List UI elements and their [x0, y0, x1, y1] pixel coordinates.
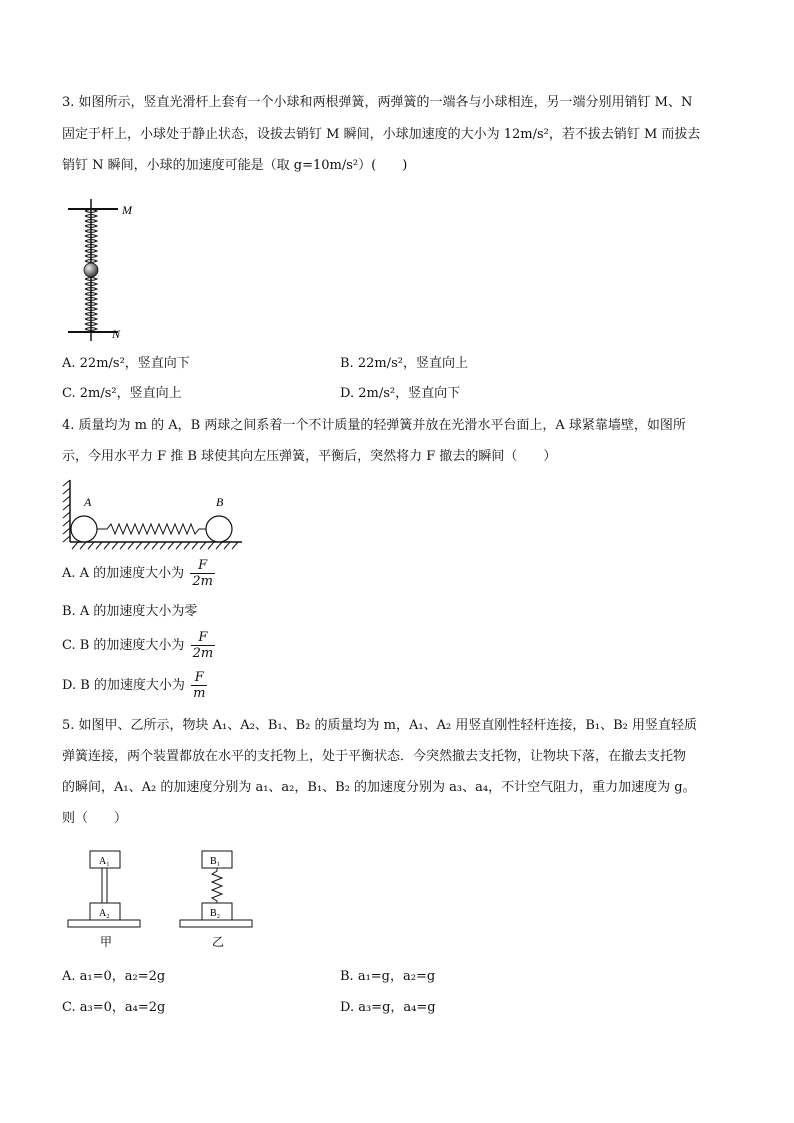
q4-option-c-numerator: F — [198, 630, 208, 645]
q5-label-b2: B₂ — [210, 908, 221, 919]
q5-label-a2: A₂ — [99, 908, 110, 919]
q4-option-c-fraction — [191, 630, 216, 661]
q4-option-d-denominator: m — [193, 686, 206, 701]
q4-label-a: A — [84, 495, 92, 509]
q5-stem-line3: 的瞬间，A₁、A₂ 的加速度分别为 a₁、a₂，B₁、B₂ 的加速度分别为 a₃、a₄，不计空气阻力，重力加速度为 g。 — [62, 780, 696, 795]
q4-wall-spring-figure — [62, 476, 247, 552]
q4-label-b: B — [216, 495, 224, 509]
q4-option-d-numerator: F — [194, 670, 204, 685]
q4-stem-line1: 4. 质量均为 m 的 A，B 两球之间系着一个不计质量的轻弹簧并放在光滑水平台面上，A 球紧靠墙壁，如图所 — [62, 418, 686, 433]
q3-stem-line2: 固定于杆上，小球处于静止状态，设拔去销钉 M 瞬间，小球加速度的大小为 12m/s²，若不拔去销钉 M 而拔去 — [62, 127, 701, 142]
q3-rod-spring-figure — [62, 195, 142, 345]
q5-blocks-figure — [62, 845, 262, 955]
q4-option-c-denominator: 2m — [192, 646, 214, 661]
q5-option-b[interactable]: B. a₁=g，a₂=g — [340, 969, 436, 984]
q3-label-m: M — [122, 203, 132, 217]
q4-option-a[interactable] — [62, 558, 215, 589]
q4-option-a-denominator: 2m — [192, 574, 213, 589]
q3-option-c[interactable]: C. 2m/s²，竖直向上 — [62, 386, 182, 401]
q5-label-yi: 乙 — [212, 935, 225, 949]
q3-option-b[interactable]: B. 22m/s²，竖直向上 — [340, 356, 468, 371]
q5-option-c[interactable]: C. a₃=0，a₄=2g — [62, 1000, 166, 1015]
q4-option-d[interactable] — [62, 670, 207, 701]
q4-option-d-text: D. B 的加速度大小为 — [62, 678, 185, 693]
q5-label-b1: B₁ — [210, 856, 221, 867]
q4-stem-line2: 示，今用水平力 F 推 B 球使其向左压弹簧，平衡后，突然将力 F 撤去的瞬间（ ） — [62, 449, 557, 464]
q5-stem-line4: 则（ ） — [62, 811, 128, 826]
q5-option-a[interactable]: A. a₁=0，a₂=2g — [62, 969, 166, 984]
q3-option-a[interactable]: A. 22m/s²，竖直向下 — [62, 356, 190, 371]
q4-option-c-text: C. B 的加速度大小为 — [62, 638, 185, 653]
q3-stem-line1: 3. 如图所示，竖直光滑杆上套有一个小球和两根弹簧，两弹簧的一端各与小球相连，另一端分别用销钉 M、N — [62, 95, 693, 110]
q4-option-c[interactable] — [62, 630, 215, 661]
q4-option-b[interactable]: B. A 的加速度大小为零 — [62, 604, 198, 619]
q5-stem-line1: 5. 如图甲、乙所示，物块 A₁、A₂、B₁、B₂ 的质量均为 m，A₁、A₂ 用竖直刚性轻杆连接，B₁、B₂ 用竖直轻质 — [62, 718, 697, 733]
q3-stem-line3: 销钉 N 瞬间，小球的加速度可能是（取 g=10m/s²）( ) — [62, 158, 408, 173]
q4-option-a-fraction — [190, 558, 215, 589]
q5-label-jia: 甲 — [100, 935, 113, 949]
q3-label-n: N — [112, 327, 121, 341]
q5-stem-line2: 弹簧连接，两个装置都放在水平的支托物上，处于平衡状态．今突然撤去支托物，让物块下落，在撤去支托物 — [62, 749, 687, 764]
q4-option-d-fraction — [191, 670, 207, 701]
q3-option-d[interactable]: D. 2m/s²，竖直向下 — [340, 386, 461, 401]
q5-label-a1: A₁ — [99, 856, 110, 867]
q4-option-a-text: A. A 的加速度大小为 — [62, 566, 185, 581]
q5-option-d[interactable]: D. a₃=g，a₄=g — [340, 1000, 436, 1015]
q4-option-a-numerator: F — [198, 558, 208, 573]
